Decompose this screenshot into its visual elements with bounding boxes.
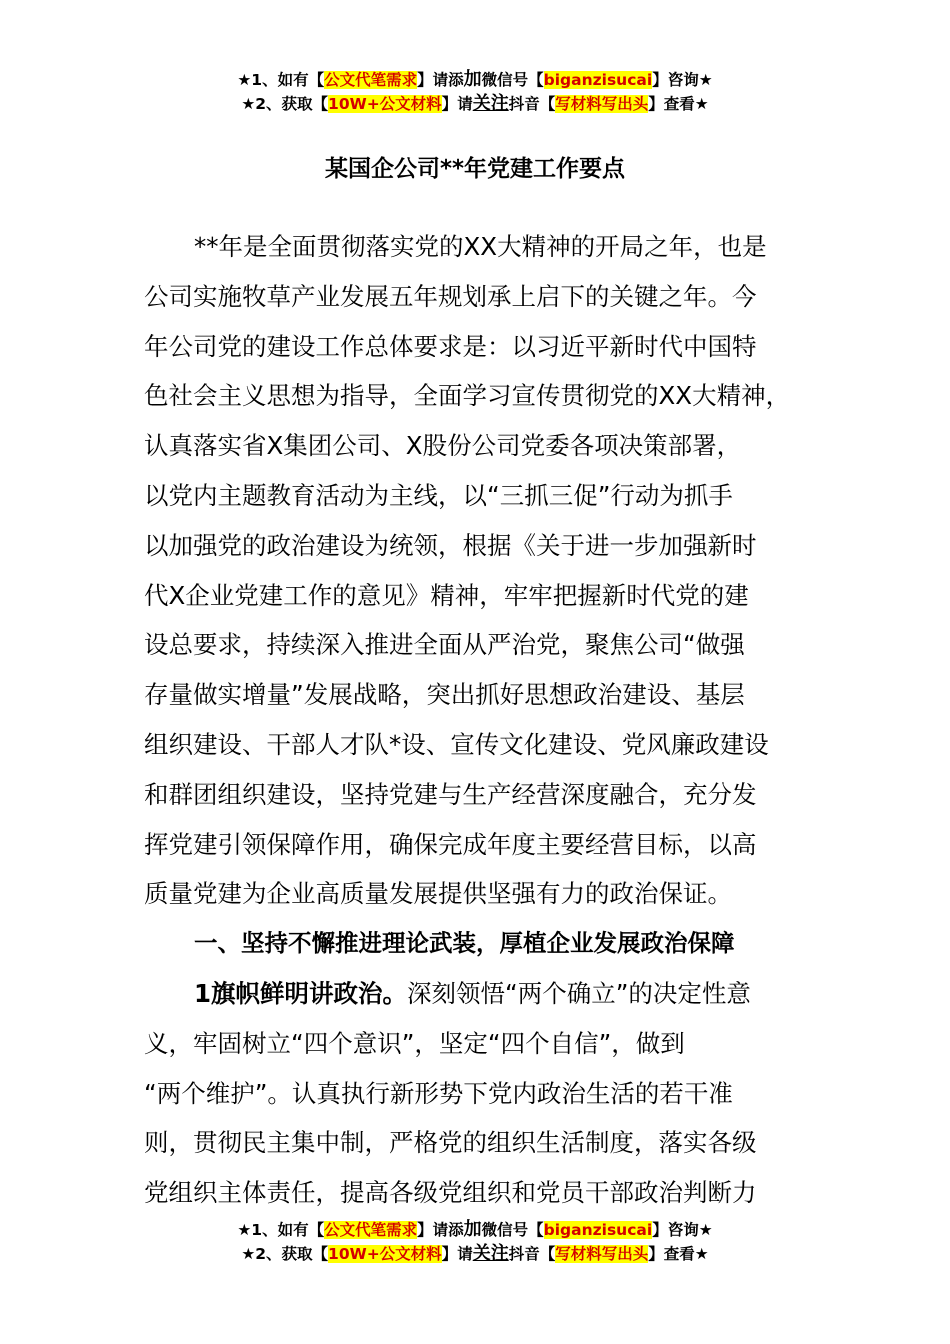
banner-highlight: 公文代笔需求 (324, 1221, 418, 1239)
banner-line-1 (0, 1218, 950, 1242)
paragraph-line: 义，牢固树立“四个意识”，坚定“四个自信”，做到 (144, 1028, 685, 1058)
paragraph-line: 则，贯彻民主集中制，严格党的组织生活制度，落实各级 (144, 1128, 757, 1158)
banner-text: 】请添 (417, 1221, 464, 1239)
paragraph-line: 存量做实增量”发展战略，突出抓好思想政治建设、基层 (144, 680, 745, 710)
banner-text: 加 (463, 1219, 482, 1240)
banner-text: 抖音【 (508, 95, 556, 113)
banner-text: 关注 (472, 1243, 509, 1264)
paragraph-line: 认真落实省X集团公司、X股份公司党委各项决策部署， (144, 431, 742, 461)
banner-text: 微信号【 (481, 1221, 544, 1239)
paragraph-line: 党组织主体责任，提高各级党组织和党员干部政治判断力 (144, 1178, 757, 1208)
paragraph-line: 色社会主义思想为指导，全面学习宣传贯彻党的XX大精神， (144, 381, 791, 411)
item-text: 深刻领悟“两个确立”的决定性意 (407, 978, 751, 1008)
header-banner (0, 68, 950, 116)
banner-text: 】请添 (417, 71, 464, 89)
paragraph-line: **年是全面贯彻落实党的XX大精神的开局之年，也是 (194, 232, 767, 261)
banner-text: 抖音【 (508, 1245, 556, 1263)
section-heading: 一、坚持不懈推进理论武装，厚植企业发展政治保障 (194, 929, 735, 958)
banner-text: 】请 (441, 95, 473, 113)
paragraph-line: 质量党建为企业高质量发展提供坚强有力的政治保证。 (144, 879, 732, 909)
footer-banner (0, 1218, 950, 1266)
item-label: 1旗帜鲜明讲政治。 (194, 978, 408, 1008)
banner-text: 】查看★ (648, 1245, 709, 1263)
paragraph-line: 和群团组织建设，坚持党建与生产经营深度融合，充分发 (144, 779, 757, 809)
item-first-line (144, 969, 808, 1019)
paragraph-line: 组织建设、干部人才队*设、宣传文化建设、党风廉政建设 (144, 729, 769, 759)
document-title: 某国企公司**年党建工作要点 (324, 156, 626, 182)
banner-text: 】查看★ (648, 95, 709, 113)
banner-highlight: biganzisucai (543, 71, 653, 89)
paragraph-line: 以党内主题教育活动为主线，以“三抓三促”行动为抓手 (144, 480, 733, 510)
banner-line-2 (0, 92, 950, 116)
banner-line-2 (0, 1242, 950, 1266)
document-body (144, 222, 808, 1218)
banner-text: ★1、如有【 (237, 1221, 325, 1239)
paragraph-line: 设总要求，持续深入推进全面从严治党，聚焦公司“做强 (144, 630, 745, 660)
banner-text: ★1、如有【 (237, 71, 325, 89)
banner-highlight: biganzisucai (543, 1221, 653, 1239)
paragraph-line: 年公司党的建设工作总体要求是：以习近平新时代中国特 (144, 331, 757, 361)
banner-highlight: 公文代笔需求 (324, 71, 418, 89)
banner-text: 关注 (472, 93, 509, 114)
banner-text: ★2、获取【 (241, 95, 329, 113)
banner-text: 微信号【 (481, 71, 544, 89)
paragraph-line: 挥党建引领保障作用，确保完成年度主要经营目标，以高 (144, 829, 757, 859)
banner-text: 】请 (441, 1245, 473, 1263)
banner-text: 加 (463, 69, 482, 90)
banner-highlight: 10W+公文材料 (328, 95, 442, 113)
paragraph-line: “两个维护”。认真执行新形势下党内政治生活的若干准 (144, 1078, 733, 1108)
paragraph-line: 公司实施牧草产业发展五年规划承上启下的关键之年。今 (144, 281, 757, 311)
banner-highlight: 写材料写出头 (555, 95, 649, 113)
paragraph-line: 代X企业党建工作的意见》精神，牢牢把握新时代党的建 (144, 580, 749, 610)
banner-highlight: 10W+公文材料 (328, 1245, 442, 1263)
banner-text: ★2、获取【 (241, 1245, 329, 1263)
banner-text: 】咨询★ (652, 1221, 713, 1239)
paragraph-line: 以加强党的政治建设为统领，根据《关于进一步加强新时 (144, 530, 757, 560)
banner-text: 】咨询★ (652, 71, 713, 89)
banner-line-1 (0, 68, 950, 92)
banner-highlight: 写材料写出头 (555, 1245, 649, 1263)
